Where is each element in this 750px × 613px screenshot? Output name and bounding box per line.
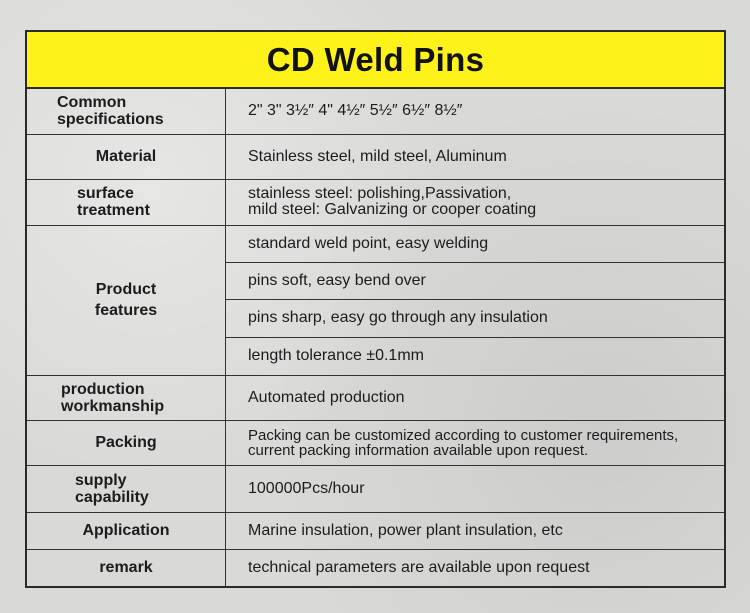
title-bar xyxy=(27,30,724,89)
spec-sheet xyxy=(25,30,726,588)
row-label xyxy=(27,375,226,420)
table-row xyxy=(27,465,724,512)
table-row xyxy=(27,225,724,262)
spec-table xyxy=(27,89,724,586)
row-value: 2" 3" 3½″ 4" 4½″ 5½″ 6½″ 8½″ xyxy=(226,89,725,134)
table-row xyxy=(27,549,724,586)
row-label: Application xyxy=(27,512,226,549)
row-label: Packing xyxy=(27,420,226,465)
row-label-line: surface xyxy=(77,185,134,202)
row-value-line: mild steel: Galvanizing or cooper coating xyxy=(248,201,537,218)
row-label xyxy=(27,89,226,134)
table-row xyxy=(27,420,724,465)
feature-item: pins soft, easy bend over xyxy=(226,262,725,299)
row-value-line: current packing information available upon request. xyxy=(248,441,589,459)
row-value: Stainless steel, mild steel, Aluminum xyxy=(226,134,725,179)
table-row xyxy=(27,179,724,225)
row-value: 100000Pcs/hour xyxy=(226,465,725,512)
row-label: Material xyxy=(27,134,226,179)
page-title: CD Weld Pins xyxy=(266,40,485,78)
row-label-line: workmanship xyxy=(61,397,165,415)
table-row xyxy=(27,89,724,134)
row-label-line: treatment xyxy=(77,202,150,219)
row-label-line: Common xyxy=(57,94,127,112)
row-label xyxy=(27,179,226,225)
row-value xyxy=(226,420,725,465)
row-label-line: specifications xyxy=(57,111,164,129)
table-row xyxy=(27,375,724,420)
row-label xyxy=(27,225,226,375)
row-label-line: Product xyxy=(95,281,157,298)
row-label-line: production xyxy=(61,380,145,398)
row-label-line: features xyxy=(94,302,158,319)
table-row xyxy=(27,512,724,549)
feature-item: standard weld point, easy welding xyxy=(226,225,725,262)
row-value: technical parameters are available upon request xyxy=(226,549,725,586)
row-label: remark xyxy=(27,549,226,586)
row-value-line: stainless steel: polishing,Passivation, xyxy=(248,185,512,202)
row-label xyxy=(27,465,226,512)
row-value: Automated production xyxy=(226,375,725,420)
row-value xyxy=(226,179,725,225)
feature-item: length tolerance ±0.1mm xyxy=(226,337,725,375)
feature-item: pins sharp, easy go through any insulation xyxy=(226,299,725,337)
row-label-line: capability xyxy=(75,488,149,506)
row-value: Marine insulation, power plant insulation, etc xyxy=(226,512,725,549)
table-row xyxy=(27,134,724,179)
row-value-line: Packing can be customized according to customer requirements, xyxy=(248,426,679,444)
row-label-line: supply xyxy=(75,471,127,489)
